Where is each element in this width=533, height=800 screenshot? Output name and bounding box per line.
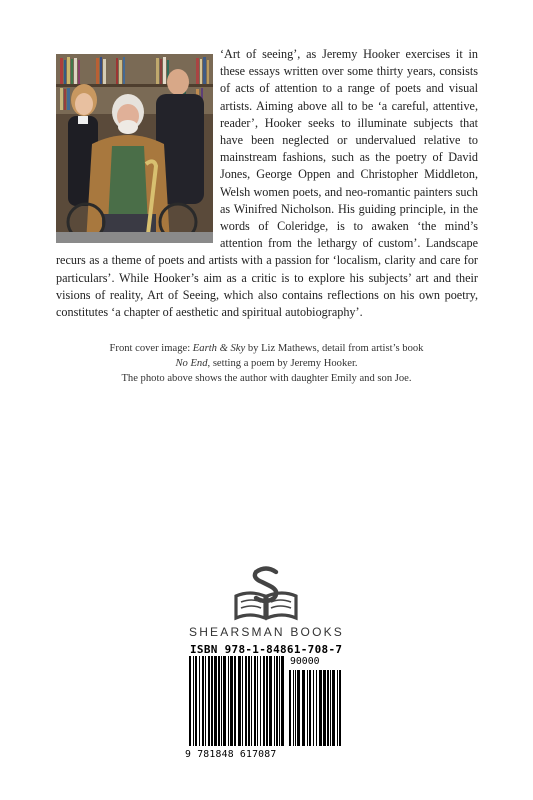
caption-line-2: No End, setting a poem by Jeremy Hooker. [175, 358, 358, 369]
publisher-name: SHEARSMAN BOOKS [188, 625, 345, 639]
cover-caption [40, 341, 493, 386]
caption-line-1: Front cover image: Earth & Sky by Liz Mathews, detail from artist’s book [109, 343, 424, 354]
artist-book-title: No End [175, 358, 208, 369]
shearsman-logo-icon [232, 566, 300, 622]
barcode-addon-number: 90000 [290, 656, 320, 667]
caption-line-3: The photo above shows the author with daughter Emily and son Joe. [121, 373, 412, 384]
isbn-barcode [185, 656, 345, 748]
isbn-label: ISBN 978-1-84861-708-7 [190, 643, 343, 656]
blurb-paragraph: ‘Art of seeing’, as Jeremy Hooker exercises it in these essays written over some thirty years, consists of acts of attention to a range of poets and visual artists. Aiming above all to be ‘a careful, attentive, reader’, Hooker seeks to illuminate subjects that have been neglected or undervalued relative to mainstream fashions, such as the poetry of David Jones, George Oppen and Christopher Middleton, Welsh women poets, and neo-romantic painters such as Winifred Nicholson. His guiding principle, in the words of Coleridge, is to awaken ‘the mind’s attention from the lethargy of custom’. Landscape recurs as a theme of poets and artists with a passion for ‘localism, clarity and care for particulars’. While Hooker’s aim as a critic is to explore his subjects’ art and their visions of reality, Art of Seeing, which also contains reflections on his own poetry, constitutes ‘a chapter of aesthetic and spiritual autobiography’. [56, 47, 478, 320]
blurb-text [56, 46, 478, 321]
barcode-number: 9 781848 617087 [185, 749, 277, 760]
cover-artwork-title: Earth & Sky [192, 343, 246, 354]
